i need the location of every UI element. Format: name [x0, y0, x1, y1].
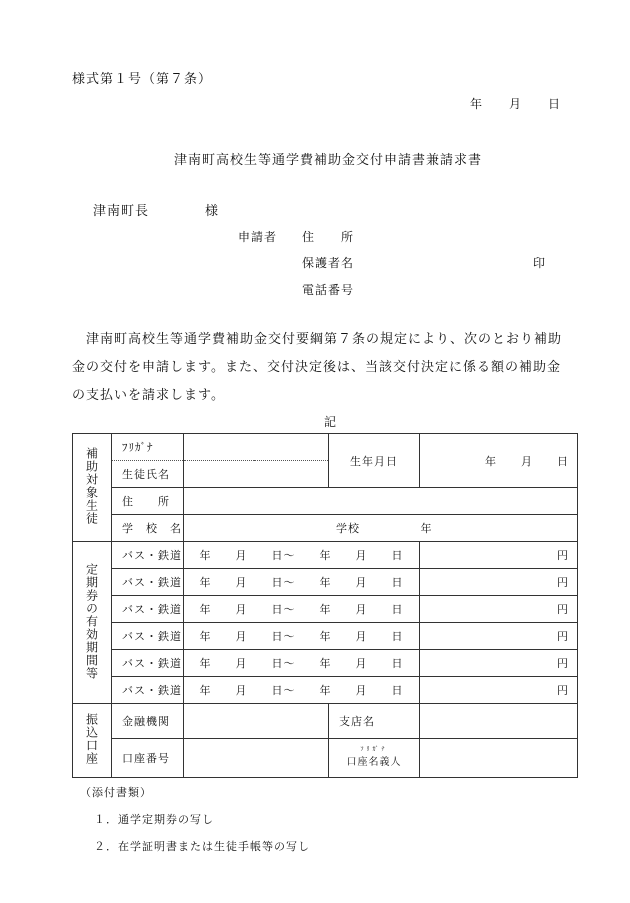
attachment-item: １．通学定期券の写し: [94, 813, 214, 826]
grade-suffix: 年: [420, 522, 433, 535]
student-name-field[interactable]: [184, 461, 329, 488]
pass-amount[interactable]: 円: [420, 677, 578, 704]
pass-type: バス・鉄道: [112, 596, 184, 623]
pass-period[interactable]: 年 月 日～ 年 月 日: [184, 569, 420, 596]
account-holder-label: 口座名義人: [346, 757, 402, 768]
birthdate-field[interactable]: 年 月 日: [420, 434, 578, 488]
attachments-heading: （添付書類）: [80, 786, 152, 799]
pass-type: バス・鉄道: [112, 542, 184, 569]
pass-amount[interactable]: 円: [420, 596, 578, 623]
document-title: 津南町高校生等通学費補助金交付申請書兼請求書: [174, 153, 483, 168]
bank-field[interactable]: [184, 704, 329, 739]
student-name-label: 生徒氏名: [112, 461, 184, 488]
body-line-2: 金の交付を申請します。また、交付決定後は、当該交付決定に係る額の補助金: [72, 360, 561, 375]
furigana-label: ﾌﾘｶﾞﾅ: [112, 434, 184, 461]
account-holder-field[interactable]: [420, 739, 578, 778]
section-student-label: 補助対象生徒: [84, 447, 99, 525]
school-name-field[interactable]: [184, 515, 578, 542]
pass-amount[interactable]: 円: [420, 650, 578, 677]
section-bank: [73, 704, 112, 778]
ki-label: 記: [324, 415, 338, 429]
guardian-name-label: 保護者名: [302, 256, 355, 270]
date-line: 年 月 日: [470, 97, 562, 111]
school-suffix: 学校: [336, 522, 360, 535]
school-name-label: 学 校 名: [112, 515, 184, 542]
account-number-label: 口座番号: [112, 739, 184, 778]
pass-period[interactable]: 年 月 日～ 年 月 日: [184, 542, 420, 569]
pass-period[interactable]: 年 月 日～ 年 月 日: [184, 623, 420, 650]
phone-label: 電話番号: [302, 283, 355, 297]
applicant-label: 申請者: [238, 230, 278, 244]
application-table: [72, 433, 578, 778]
account-holder-ruby: ﾌﾘｶﾞﾅ: [360, 746, 388, 753]
pass-period[interactable]: 年 月 日～ 年 月 日: [184, 677, 420, 704]
bank-label: 金融機関: [112, 704, 184, 739]
section-bank-label: 振込口座: [84, 713, 99, 765]
account-holder-cell: [329, 739, 420, 778]
section-pass-label: 定期券の有効期間等: [84, 562, 99, 680]
attachment-item: ２．在学証明書または生徒手帳等の写し: [94, 840, 310, 853]
account-number-field[interactable]: [184, 739, 329, 778]
section-pass: [73, 542, 112, 704]
addressee: 津南町長 様: [93, 204, 220, 219]
body-line-1: 津南町高校生等通学費補助金交付要綱第７条の規定により、次のとおり補助: [72, 332, 563, 347]
pass-type: バス・鉄道: [112, 623, 184, 650]
pass-period[interactable]: 年 月 日～ 年 月 日: [184, 650, 420, 677]
section-student: [73, 434, 112, 542]
seal-mark: 印: [533, 256, 547, 270]
pass-amount[interactable]: 円: [420, 569, 578, 596]
body-line-3: の支払いを請求します。: [72, 388, 225, 403]
form-number: 様式第１号（第７条）: [72, 72, 213, 87]
pass-type: バス・鉄道: [112, 677, 184, 704]
pass-type: バス・鉄道: [112, 569, 184, 596]
pass-amount[interactable]: 円: [420, 542, 578, 569]
pass-amount[interactable]: 円: [420, 623, 578, 650]
applicant-address-label: 住 所: [302, 230, 355, 244]
student-address-field[interactable]: [184, 488, 578, 515]
branch-field[interactable]: [420, 704, 578, 739]
pass-period[interactable]: 年 月 日～ 年 月 日: [184, 596, 420, 623]
student-address-label: 住 所: [112, 488, 184, 515]
pass-type: バス・鉄道: [112, 650, 184, 677]
birthdate-label: 生年月日: [329, 434, 420, 488]
furigana-field[interactable]: [184, 434, 329, 461]
branch-label: 支店名: [329, 704, 420, 739]
